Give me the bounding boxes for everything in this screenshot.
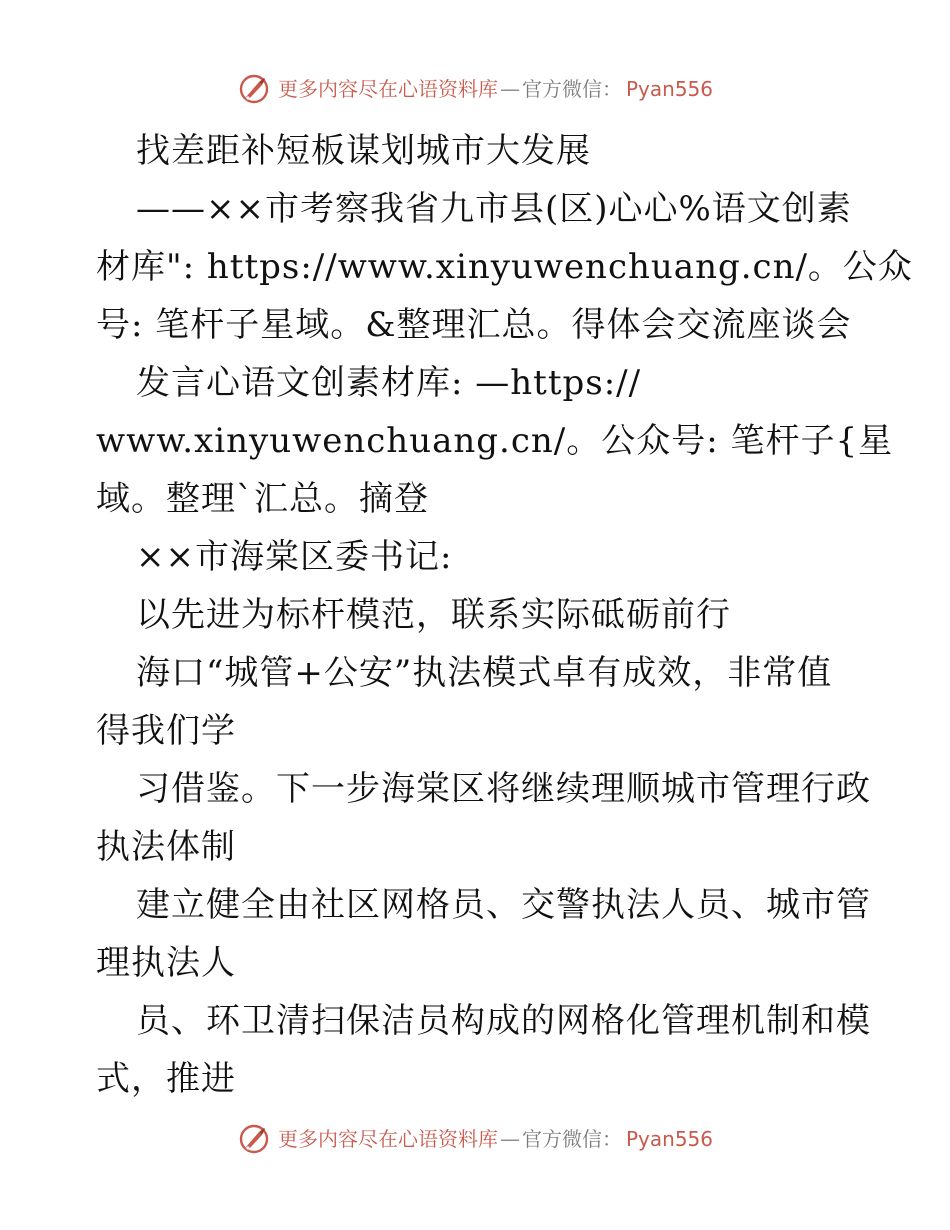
text-line: 执法体制 [96, 827, 236, 867]
document-body [96, 122, 913, 1108]
text-line: 得我们学 [96, 711, 236, 751]
text-line: 员、环卫清扫保洁员构成的网格化管理机制和模 [136, 1001, 871, 1041]
text-line: 海口“城管+公安”执法模式卓有成效，非常值 [136, 653, 833, 693]
quill-pen-circle-icon [238, 73, 270, 105]
quill-pen-circle-icon [238, 1123, 270, 1155]
footer-banner [238, 1122, 758, 1156]
banner-main-text: 更多内容尽在心语资料库 [278, 77, 498, 101]
text-line: 材库": https://www.xinyuwenchuang.cn/。公众 [96, 247, 913, 287]
text-line: 找差距补短板谋划城市大发展 [136, 131, 591, 171]
text-line: 建立健全由社区网格员、交警执法人员、城市管 [136, 885, 871, 925]
text-line: ××市海棠区委书记: [136, 537, 453, 577]
text-line: 号: 笔杆子星域。&整理汇总。得体会交流座谈会 [96, 305, 852, 345]
banner-wechat-label: 官方微信： [522, 1127, 622, 1151]
text-line: 以先进为标杆模范，联系实际砥砺前行 [136, 595, 731, 635]
banner-main-text: 更多内容尽在心语资料库 [278, 1127, 498, 1151]
banner-dash: — [500, 77, 520, 101]
text-line: 理执法人 [96, 943, 236, 983]
text-line: 式，推进 [96, 1059, 236, 1099]
banner-wechat-label: 官方微信： [522, 77, 622, 101]
text-line: 发言心语文创素材库: —https:// [136, 363, 642, 403]
banner-wechat-id: Pyan556 [626, 77, 714, 101]
text-line: 习借鉴。下一步海棠区将继续理顺城市管理行政 [136, 769, 871, 809]
banner-wechat-id: Pyan556 [626, 1127, 714, 1151]
text-line: 域。整理`汇总。摘登 [96, 479, 429, 519]
text-line: ——××市考察我省九市县(区)心心%语文创素 [136, 189, 852, 229]
text-line: www.xinyuwenchuang.cn/。公众号: 笔杆子{星 [96, 421, 894, 461]
header-banner [238, 72, 758, 106]
banner-dash: — [500, 1127, 520, 1151]
